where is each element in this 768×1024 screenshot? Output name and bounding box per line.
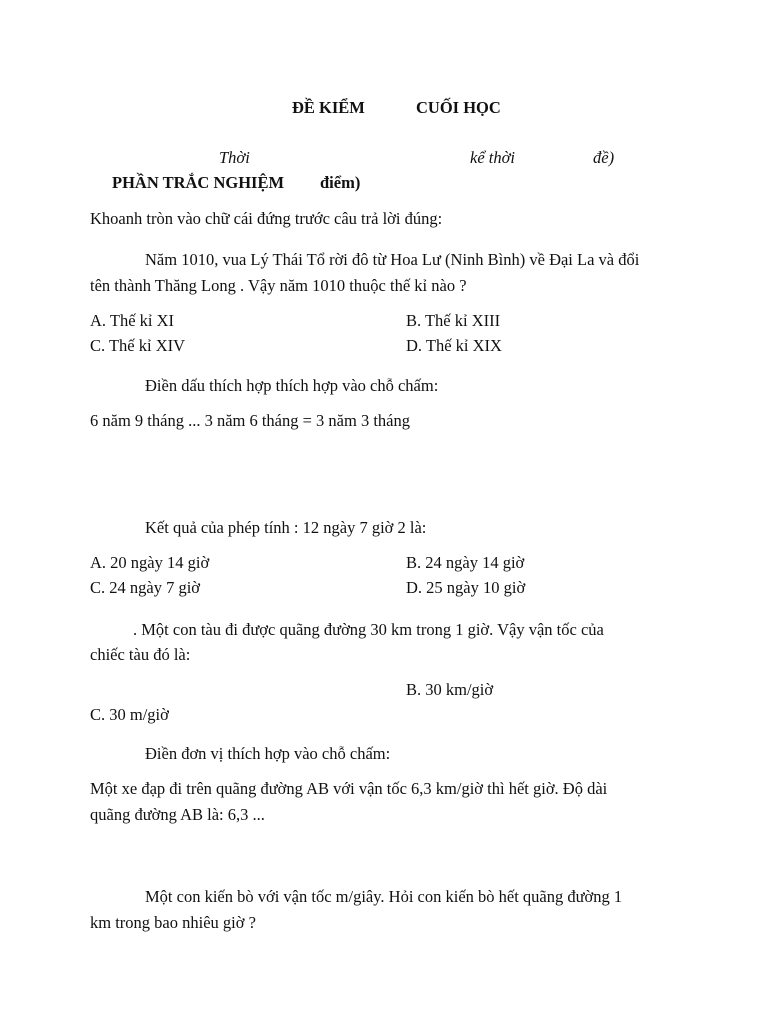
- q3-option-b[interactable]: B. 24 ngày 14 giờ: [406, 553, 525, 572]
- subtitle-duration: kể thời: [470, 148, 515, 167]
- q3-option-c[interactable]: C. 24 ngày 7 giờ: [90, 578, 201, 597]
- q4-option-c[interactable]: C. 30 m/giờ: [90, 705, 169, 724]
- q5-prompt: Điền đơn vị thích hợp vào chỗ chấm:: [145, 744, 391, 763]
- section-heading: PHẦN TRẮC NGHIỆM: [112, 173, 285, 192]
- q2-prompt: Điền dấu thích hợp thích hợp vào chỗ chấm:: [145, 376, 439, 395]
- q1-option-c[interactable]: C. Thế kỉ XIV: [90, 336, 186, 355]
- q1-line1: Năm 1010, vua Lý Thái Tổ rời đô từ Hoa Lư (Ninh Bình) về Đại La và đổi: [145, 250, 640, 269]
- q3-option-d[interactable]: D. 25 ngày 10 giờ: [406, 578, 526, 597]
- q4-line2: chiếc tàu đó là:: [90, 645, 191, 664]
- title-right: CUỐI HỌC: [416, 98, 501, 117]
- q3-option-a[interactable]: A. 20 ngày 14 giờ: [90, 553, 210, 572]
- q6-line2: km trong bao nhiêu giờ ?: [90, 913, 256, 932]
- q3-prompt: Kết quả của phép tính : 12 ngày 7 giờ 2 là:: [145, 518, 427, 537]
- q5-line2: quãng đường AB là: 6,3 ...: [90, 805, 265, 824]
- subtitle-time: Thời: [219, 148, 250, 167]
- q1-option-d[interactable]: D. Thế kỉ XIX: [406, 336, 502, 355]
- q4-option-b[interactable]: B. 30 km/giờ: [406, 680, 494, 699]
- q4-line1: . Một con tàu đi được quãng đường 30 km trong 1 giờ. Vậy vận tốc của: [133, 620, 604, 639]
- subtitle-end: đề): [593, 148, 615, 167]
- instruction-text: Khoanh tròn vào chữ cái đứng trước câu trả lời đúng:: [90, 209, 443, 228]
- q5-line1: Một xe đạp đi trên quãng đường AB với vận tốc 6,3 km/giờ thì hết giờ. Độ dài: [90, 779, 608, 798]
- q6-line1: Một con kiến bò với vận tốc m/giây. Hỏi con kiến bò hết quãng đường 1: [145, 887, 623, 906]
- q2-expression: 6 năm 9 tháng ... 3 năm 6 tháng = 3 năm 3 tháng: [90, 411, 411, 430]
- q1-option-a[interactable]: A. Thế kỉ XI: [90, 311, 175, 330]
- section-points: điểm): [320, 173, 361, 192]
- q1-line2: tên thành Thăng Long . Vậy năm 1010 thuộc thế kỉ nào ?: [90, 276, 467, 295]
- title-left: ĐỀ KIỂM: [292, 98, 365, 117]
- q1-option-b[interactable]: B. Thế kỉ XIII: [406, 311, 501, 330]
